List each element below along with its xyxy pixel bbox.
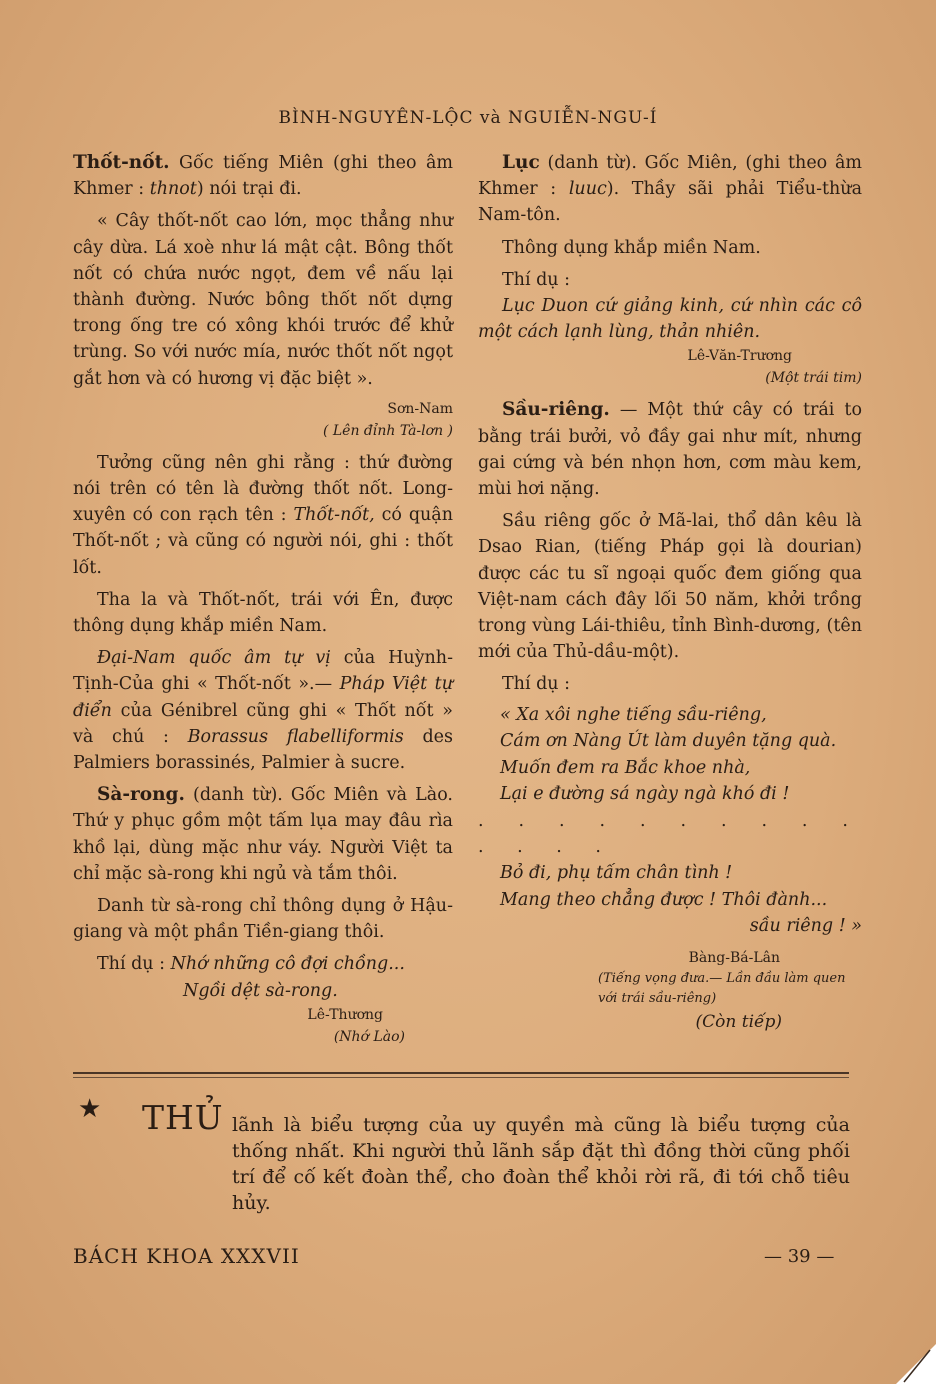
citation-author: Lê-Văn-Trương <box>687 348 792 365</box>
maxim-text: lãnh là biểu tượng của uy quyền mà cũng là biểu tượng của thống nhất. Khi người thủ lãnh sắp đặt thì đồng thời cũng phối trí để cố kết đoàn thể, cho đoàn thể khỏi rời rã, đi tới chỗ tiêu hủy. <box>232 1114 850 1214</box>
text-italic: Thốt-nốt, <box>293 505 375 526</box>
example-line: Nhớ những cô đợi chồng... <box>170 954 405 975</box>
text: của Génibrel cũng ghi « Thốt nốt » và chú : <box>73 700 453 747</box>
entry-definition: (danh từ). Gốc Miên và Lào. Thứ y phục gồm một tấm lụa may đâu rìa khồ lại, dùng mặc như váy. Người Việt ta chỉ mặc sà-rong khi ngủ và tắm thôi. <box>73 785 453 884</box>
text: của Huỳnh-Tịnh-Của ghi « Thốt-nốt ».— <box>73 648 453 695</box>
book-title: Pháp Việt tự điển <box>73 674 453 721</box>
citation-work: (Tiếng vọng đưa.— Lần đầu làm quen với trái sầu-riêng) <box>598 971 846 1007</box>
entry-definition-end: ). Thầy sãi phải Tiểu-thừa Nam-tôn. <box>478 179 862 226</box>
khmer-term: luuc <box>568 179 607 200</box>
continued-note: (Còn tiếp) <box>695 1012 782 1033</box>
text: Tưởng cũng nên ghi rằng : thứ đường nói trên có tên là đường thốt nốt. Long-xuyên có con rạch tên : <box>73 452 453 526</box>
book-title: Đại-Nam quốc âm tự vị <box>97 648 331 669</box>
text: có quận Thốt-nốt ; và cũng có người nói, ghi : thốt lốt. <box>73 505 454 578</box>
entry-definition: — Một thứ cây có trái to bằng trái bưởi, vỏ đầy gai như mít, nhưng gai cứng và bén nhọn hơn, cơm màu kem, mùi hơi nặng. <box>478 400 862 500</box>
poem-line: sầu riêng ! » <box>749 916 862 937</box>
entry-headword: Sà-rong. <box>97 784 185 806</box>
example-text: Lục Duon cứ giảng kinh, cứ nhìn các cô một cách lạnh lùng, thản nhiên. <box>478 296 862 343</box>
paragraph <box>73 645 453 776</box>
entry-definition: Gốc tiếng Miên (ghi theo âm Khmer : <box>73 153 453 200</box>
page-corner-fold <box>896 1344 936 1384</box>
paragraph <box>73 450 453 581</box>
poem-line: Lại e đường sá ngày ngà khó đi ! <box>500 784 790 805</box>
example <box>73 951 453 977</box>
star-icon: ★ <box>78 1094 102 1124</box>
paragraph: Thông dụng khắp miền Nam. <box>502 237 761 258</box>
divider-line <box>73 1077 849 1078</box>
poem-line: Mang theo chẳng được ! Thôi đành... <box>500 889 828 910</box>
text: des Palmiers borassinés, Palmier à sucre. <box>73 726 453 774</box>
ellipsis-dots: . . . . . . . . . . . . . . <box>478 810 862 857</box>
example-label: Thí dụ : <box>502 269 571 290</box>
example-label: Thí dụ : <box>502 674 571 695</box>
citation-author: Sơn-Nam <box>387 400 453 417</box>
latin-name: Borassus flabelliformis <box>187 726 404 747</box>
drop-cap-word: THỦ <box>142 1098 224 1137</box>
poem-line: Muốn đem ra Bắc khoe nhà, <box>500 757 751 778</box>
poem-line: « Xa xôi nghe tiếng sầu-riêng, <box>500 704 767 725</box>
entry-definition: (danh từ). Gốc Miên, (ghi theo âm Khmer : <box>478 153 862 200</box>
entry-luc <box>478 150 862 229</box>
right-column <box>478 150 862 1033</box>
poem <box>478 702 862 940</box>
magazine-issue: BÁCH KHOA XXXVII <box>73 1244 300 1268</box>
example-label: Thí dụ : <box>97 954 171 975</box>
paragraph: Danh từ sà-rong chỉ thông dụng ở Hậu-giang và một phần Tiền-giang thôi. <box>73 896 453 943</box>
citation-quote: « Cây thốt-nốt cao lớn, mọc thẳng như cây dừa. Lá xoè như lá mật cật. Bông thốt nốt có chứa nước ngọt, đem về nấu lại thành đường. Nước bông thốt nốt dựng trong ống tre có xông khói trước để khử trùng. So với nước mía, nước thốt nốt ngọt gắt hơn và có hương vị đặc biệt ». <box>73 211 453 389</box>
entry-sarong <box>73 782 453 887</box>
entry-headword: Thốt-nốt. <box>73 152 170 173</box>
citation-work: ( Lên đỉnh Tà-lơn ) <box>322 422 453 439</box>
page-number: — 39 — <box>764 1246 835 1267</box>
example-line: Ngồi dệt sà-rong. <box>183 980 338 1001</box>
entry-saurieng <box>478 397 862 502</box>
poem-line: Cám ơn Nàng Út làm duyên tặng quà. <box>500 731 837 752</box>
entry-thotnot <box>73 150 453 202</box>
citation-work: (Nhớ Lào) <box>333 1029 405 1046</box>
paragraph: Sầu riêng gốc ở Mã-lai, thổ dân kêu là Dsao Rian, (tiếng Pháp gọi là dourian) được các tu sĩ ngoại quốc đem giống qua Việt-nam cách đây lối 50 năm, khởi trồng trong vùng Lái-thiêu, tỉnh Bình-dương, (tên mới của Thủ-dầu-một). <box>478 511 862 663</box>
citation-work: (Một trái tim) <box>765 370 862 387</box>
entry-headword: Lục <box>502 152 540 173</box>
running-header: BÌNH-NGUYÊN-LỘC và NGUIỄN-NGU-Í <box>278 108 658 128</box>
paragraph: Tha la và Thốt-nốt, trái với Ên, được thông dụng khắp miền Nam. <box>73 589 453 637</box>
citation-author: Lê-Thương <box>307 1007 383 1024</box>
poem-line: Bỏ đi, phụ tấm chân tình ! <box>500 863 733 884</box>
left-column <box>73 150 453 1048</box>
citation-author: Bàng-Bá-Lân <box>688 950 780 967</box>
entry-headword: Sầu-riêng. <box>502 399 610 421</box>
khmer-term: thnot <box>149 179 197 200</box>
divider-line <box>73 1072 849 1074</box>
entry-definition-end: ) nói trại đi. <box>196 179 302 200</box>
